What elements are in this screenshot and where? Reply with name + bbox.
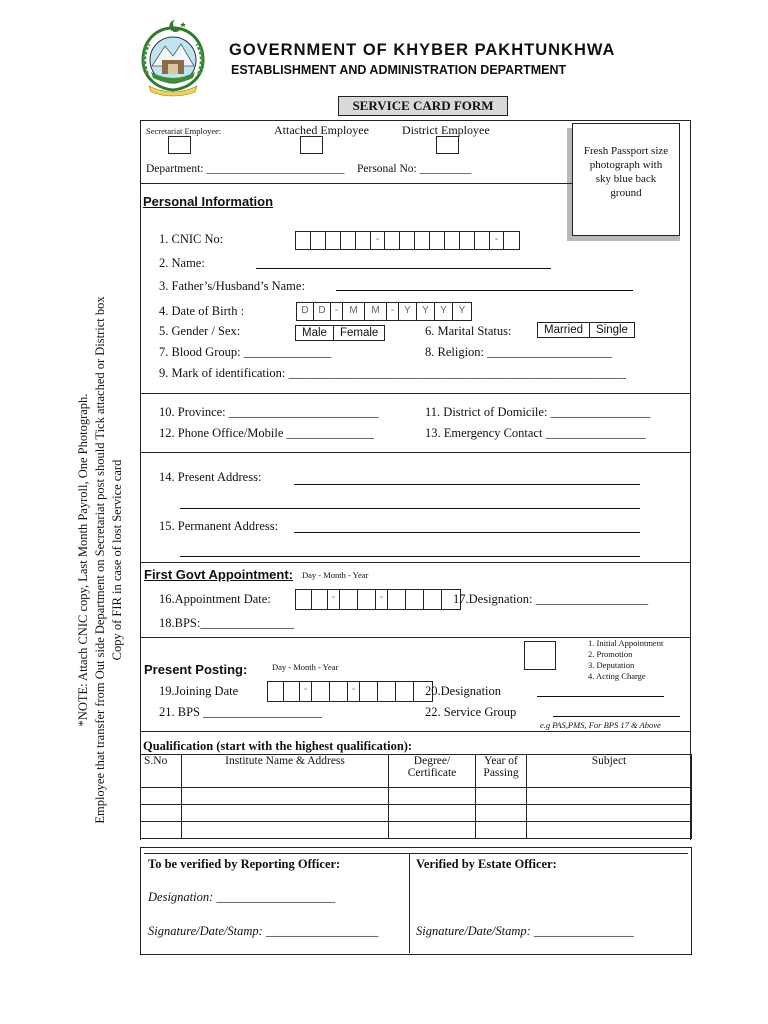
form-title: [338, 96, 508, 116]
marital-single-option[interactable]: Single: [595, 324, 628, 336]
reporting-designation-field[interactable]: Designation: ___________________: [148, 890, 336, 904]
department-field[interactable]: Department: ________________________: [146, 163, 345, 175]
marital-married-option[interactable]: Married: [538, 323, 590, 337]
permanent-address-label: 15. Permanent Address:: [159, 519, 279, 533]
divider-personal: [140, 393, 691, 394]
verification-inner-top: [144, 853, 688, 854]
father-name-input[interactable]: [336, 290, 633, 291]
service-group-input[interactable]: [553, 716, 680, 717]
col-degree: Degree/ Certificate: [389, 755, 476, 788]
gender-label: 5. Gender / Sex:: [159, 324, 241, 338]
domicile-field[interactable]: 11. District of Domicile: ________________: [425, 405, 651, 419]
district-checkbox[interactable]: [436, 136, 459, 154]
divider-posting: [140, 731, 691, 732]
cnic-label: 1. CNIC No:: [159, 232, 224, 246]
dob-cell: D: [297, 303, 314, 320]
joining-date-dash: -: [300, 682, 312, 701]
appointment-heading: First Govt Appointment:: [144, 567, 294, 582]
side-note: [75, 200, 126, 920]
qualification-heading: Qualification (start with the highest qualification):: [143, 739, 413, 753]
posting-bps-field[interactable]: 21. BPS ___________________: [159, 705, 322, 719]
attached-checkbox[interactable]: [300, 136, 323, 154]
province-field[interactable]: 10. Province: ________________________: [159, 405, 379, 419]
photo-box[interactable]: [572, 123, 680, 236]
permanent-address-input-1[interactable]: [294, 532, 640, 533]
name-input[interactable]: [256, 268, 551, 269]
table-row[interactable]: [141, 788, 692, 805]
appointment-date-dash: -: [328, 590, 340, 609]
photo-instructions: Fresh Passport size photograph with sky blue back ground: [583, 145, 669, 199]
permanent-address-input-2[interactable]: [180, 556, 640, 557]
posting-type-2: 2. Promotion: [588, 649, 633, 659]
service-group-label: 22. Service Group: [425, 705, 517, 719]
reporting-signature-field[interactable]: Signature/Date/Stamp: __________________: [148, 924, 379, 938]
col-subject: Subject: [527, 755, 692, 788]
appointment-date-input[interactable]: [295, 589, 461, 610]
posting-designation-label: 20.Designation: [425, 684, 502, 698]
dob-cell: -: [387, 303, 399, 320]
kp-government-logo: [135, 18, 211, 98]
dob-label: 4. Date of Birth :: [159, 304, 245, 318]
marital-status-label: 6. Marital Status:: [425, 324, 512, 338]
appointment-designation-field[interactable]: 17.Designation: __________________: [453, 592, 649, 606]
secretariat-employee-label: Secretariat Employee:: [146, 126, 222, 136]
appointment-date-label: 16.Appointment Date:: [159, 592, 271, 606]
appointment-bps-field[interactable]: 18.BPS:_______________: [159, 616, 295, 630]
present-address-label: 14. Present Address:: [159, 470, 262, 484]
dob-cell: Y: [435, 303, 453, 320]
present-address-input-2[interactable]: [180, 508, 640, 509]
gender-male-option[interactable]: Male: [296, 326, 334, 340]
cnic-input[interactable]: [295, 231, 520, 250]
divider-employee: [140, 183, 572, 184]
side-note-line-2: Employee that transfer from Out side Department on Secretariat post should Tick attached or District box: [93, 296, 107, 824]
cnic-dash-2: -: [490, 232, 504, 249]
form-title-text: SERVICE CARD FORM: [352, 98, 494, 113]
form-right-border: [690, 120, 691, 840]
qualification-table: [140, 754, 692, 839]
verification-divider: [409, 853, 410, 953]
marital-options: [537, 322, 635, 338]
service-group-hint: e.g PAS,PMS, For BPS 17 & Above: [540, 720, 661, 730]
dob-cell: M: [343, 303, 365, 320]
present-address-input-1[interactable]: [294, 484, 640, 485]
posting-type-list: [588, 638, 663, 682]
gender-options: [295, 325, 385, 341]
posting-type-3: 3. Deputation: [588, 660, 635, 670]
personal-no-field[interactable]: Personal No: _________: [357, 163, 472, 175]
posting-type-4: 4. Acting Charge: [588, 671, 646, 681]
divider-address: [140, 562, 691, 563]
dob-cell: Y: [417, 303, 435, 320]
side-note-line-3: Copy of FIR in case of lost Service card: [110, 459, 124, 661]
attached-employee-label: Attached Employee: [274, 123, 369, 137]
posting-designation-input[interactable]: [537, 696, 664, 697]
joining-date-input[interactable]: [267, 681, 433, 702]
father-name-label: 3. Father’s/Husband’s Name:: [159, 279, 305, 293]
religion-field[interactable]: 8. Religion: ____________________: [425, 345, 613, 359]
blood-group-field[interactable]: 7. Blood Group: ______________: [159, 345, 332, 359]
posting-date-hint: Day - Month - Year: [272, 662, 339, 672]
form-top-border: [140, 120, 691, 121]
side-note-line-1: *NOTE: Attach CNIC copy, Last Month Payroll, One Photograph.: [76, 393, 90, 727]
department-title: ESTABLISHMENT AND ADMINISTRATION DEPARTMENT: [231, 63, 567, 77]
qualification-header-row: [141, 755, 692, 788]
name-label: 2. Name:: [159, 256, 205, 270]
dob-input[interactable]: [296, 302, 472, 321]
phone-field[interactable]: 12. Phone Office/Mobile ______________: [159, 426, 375, 440]
dob-cell: Y: [458, 305, 466, 316]
government-title: GOVERNMENT OF KHYBER PAKHTUNKHWA: [229, 41, 616, 59]
table-row[interactable]: [141, 822, 692, 839]
col-sno: S.No: [141, 755, 182, 788]
dob-cell: M: [365, 303, 387, 320]
posting-type-box[interactable]: [524, 641, 556, 670]
appointment-date-hint: Day - Month - Year: [302, 570, 369, 580]
reporting-officer-title: To be verified by Reporting Officer:: [148, 857, 341, 871]
table-row[interactable]: [141, 805, 692, 822]
joining-date-label: 19.Joining Date: [159, 684, 239, 698]
dob-cell: -: [331, 303, 343, 320]
estate-officer-title: Verified by Estate Officer:: [416, 857, 557, 871]
col-institute: Institute Name & Address: [182, 755, 389, 788]
col-year: Year of Passing: [476, 755, 527, 788]
posting-type-1: 1. Initial Appointment: [588, 638, 664, 648]
estate-signature-field[interactable]: Signature/Date/Stamp: ________________: [416, 924, 634, 938]
dob-cell: Y: [399, 303, 417, 320]
joining-date-dash: -: [348, 682, 360, 701]
personal-info-heading: Personal Information: [143, 194, 274, 209]
district-employee-label: District Employee: [402, 123, 490, 137]
appointment-date-dash: -: [376, 590, 388, 609]
form-left-border: [140, 120, 141, 840]
gender-female-option[interactable]: Female: [339, 327, 379, 339]
secretariat-checkbox[interactable]: [168, 136, 191, 154]
posting-heading: Present Posting:: [144, 662, 248, 677]
emergency-contact-field[interactable]: 13. Emergency Contact ________________: [425, 426, 646, 440]
dob-cell: D: [314, 303, 331, 320]
divider-location: [140, 452, 691, 453]
mark-identification-field[interactable]: 9. Mark of identification: ______________________________________________________: [159, 366, 626, 380]
cnic-dash-1: -: [371, 232, 385, 249]
